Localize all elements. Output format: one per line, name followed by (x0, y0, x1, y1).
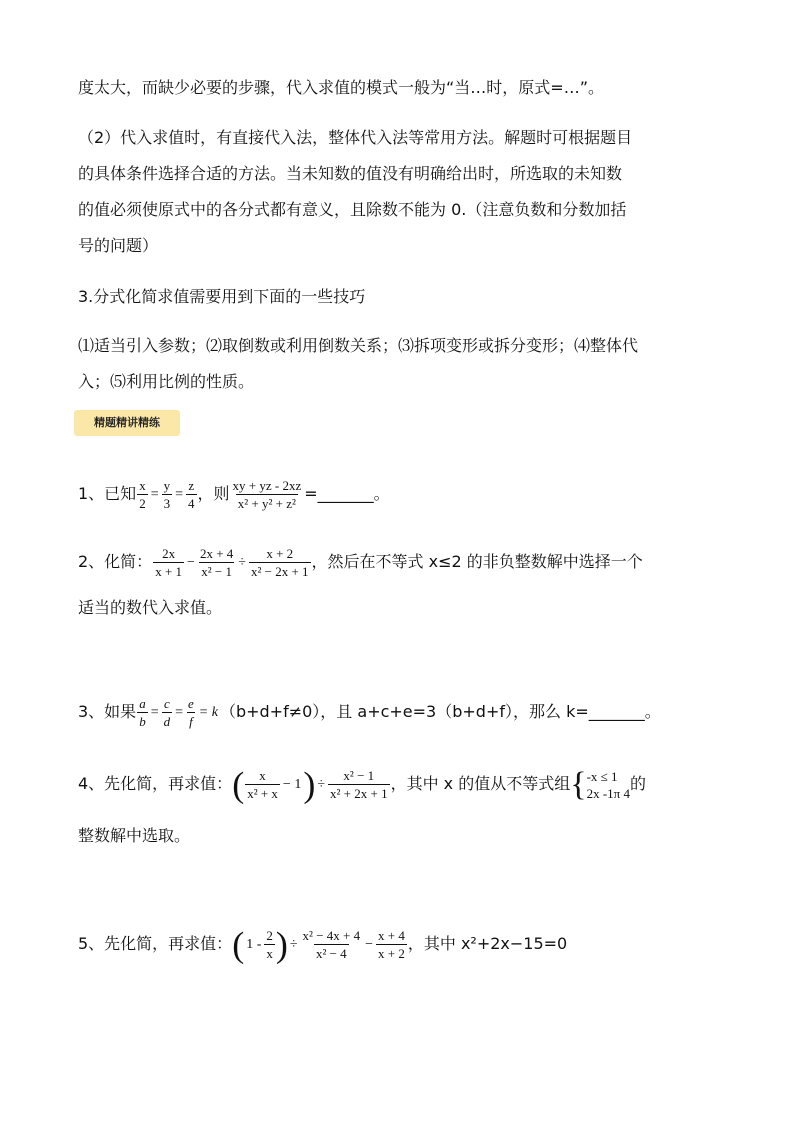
problem-4-line-2: 整数解中选取。 (78, 826, 191, 845)
p5-frac-1: $\frac{2}{x}$ (266, 928, 273, 961)
section-badge: 精题精讲精练 (74, 410, 180, 436)
problem-2: 2、化简： $\frac{2x}{x + 1}$ − $\frac{2x + 4}{\text{x² − 1}}$ ÷ $\frac{x + 2}{\text{x² − 2x + 1}}$ ，然后在不等式 x≤2 的非负整数解中选择一个 (78, 546, 643, 579)
p4-inequality-system: -x ≤ 1 2x -1π 4 (586, 768, 630, 801)
problem-1: 1、已知 $\frac{x}{2}$ = $\frac{y}{3}$ = $\frac{z}{4}$ ，则 $\frac{xy + yz - 2xz}{\text{x² + y² + z²}}$ =_______。 (78, 478, 390, 511)
intro-line-5: 号的问题） (78, 236, 159, 255)
p1-frac-expr: $\frac{xy + yz - 2xz}{\text{x² + y² + z²}}$ (232, 478, 302, 511)
p4-frac-1: $\frac{x}{\text{x² + x}}$ (247, 768, 278, 801)
intro-line-2: （2）代入求值时，有直接代入法，整体代入法等常用方法。解题时可根据题目 (78, 128, 633, 147)
tips-title: 3.分式化简求值需要用到下面的一些技巧 (78, 287, 366, 306)
p1-frac-z4: $\frac{z}{4}$ (188, 478, 195, 511)
p1-prefix: 1、已知 (78, 484, 137, 503)
tips-line-2: 入；⑸利用比例的性质。 (78, 372, 255, 391)
p5-frac-3: $\frac{x + 4}{x + 2}$ (378, 928, 405, 961)
intro-line-3: 的具体条件选择合适的方法。当未知数的值没有明确给出时，所选取的未知数 (78, 164, 623, 183)
p4-frac-2: $\frac{\text{x² − 1}}{\text{x² + 2x + 1}}$ (330, 768, 388, 801)
p2-frac-2: $\frac{2x + 4}{\text{x² − 1}}$ (199, 546, 234, 579)
p1-frac-x2: $\frac{x}{2}$ (139, 478, 146, 511)
p2-frac-3: $\frac{x + 2}{\text{x² − 2x + 1}}$ (250, 546, 309, 579)
p2-frac-1: $\frac{2x}{x + 1}$ (155, 546, 183, 579)
p3-frac-cd: $\frac{c}{d}$ (163, 696, 171, 729)
problem-5: 5、先化简，再求值：( 1 - $\frac{2}{x}$ ) ÷ $\frac{\text{x² − 4x + 4}}{\text{x² − 4}}$ − $\frac{x + 4}{x + 2}$ ，其中 x²+2x−15=0 (78, 924, 568, 965)
p1-suffix: =_______。 (304, 484, 390, 503)
p3-frac-ef: $\frac{e}{f}$ (188, 696, 194, 729)
problem-3: 3、如果 $\frac{a}{b}$ = $\frac{c}{d}$ = $\frac{e}{f}$ = k （b+d+f≠0），且 a+c+e=3（b+d+f），那么 k=_______。 (78, 696, 661, 729)
problem-2-line-2: 适当的数代入求值。 (78, 598, 223, 617)
intro-line-1: 度太大，而缺少必要的步骤，代入求值的模式一般为“当…时，原式=…”。 (78, 78, 604, 97)
problem-4: 4、先化简，再求值：( $\frac{x}{\text{x² + x}}$ − 1) ÷ $\frac{\text{x² − 1}}{\text{x² + 2x + 1}}$ ，其中 x 的值从不等式组{ -x ≤ 1 2x -1π 4 的 (78, 764, 646, 805)
intro-line-4: 的值必须使原式中的各分式都有意义，且除数不能为 0.（注意负数和分数加括 (78, 200, 627, 219)
tips-line-1: ⑴适当引入参数；⑵取倒数或利用倒数关系；⑶拆项变形或拆分变形；⑷整体代 (78, 336, 639, 355)
p5-frac-2: $\frac{\text{x² − 4x + 4}}{\text{x² − 4}}$ (302, 928, 361, 961)
p1-frac-y3: $\frac{y}{3}$ (163, 478, 171, 511)
p3-frac-ab: $\frac{a}{b}$ (139, 696, 146, 729)
